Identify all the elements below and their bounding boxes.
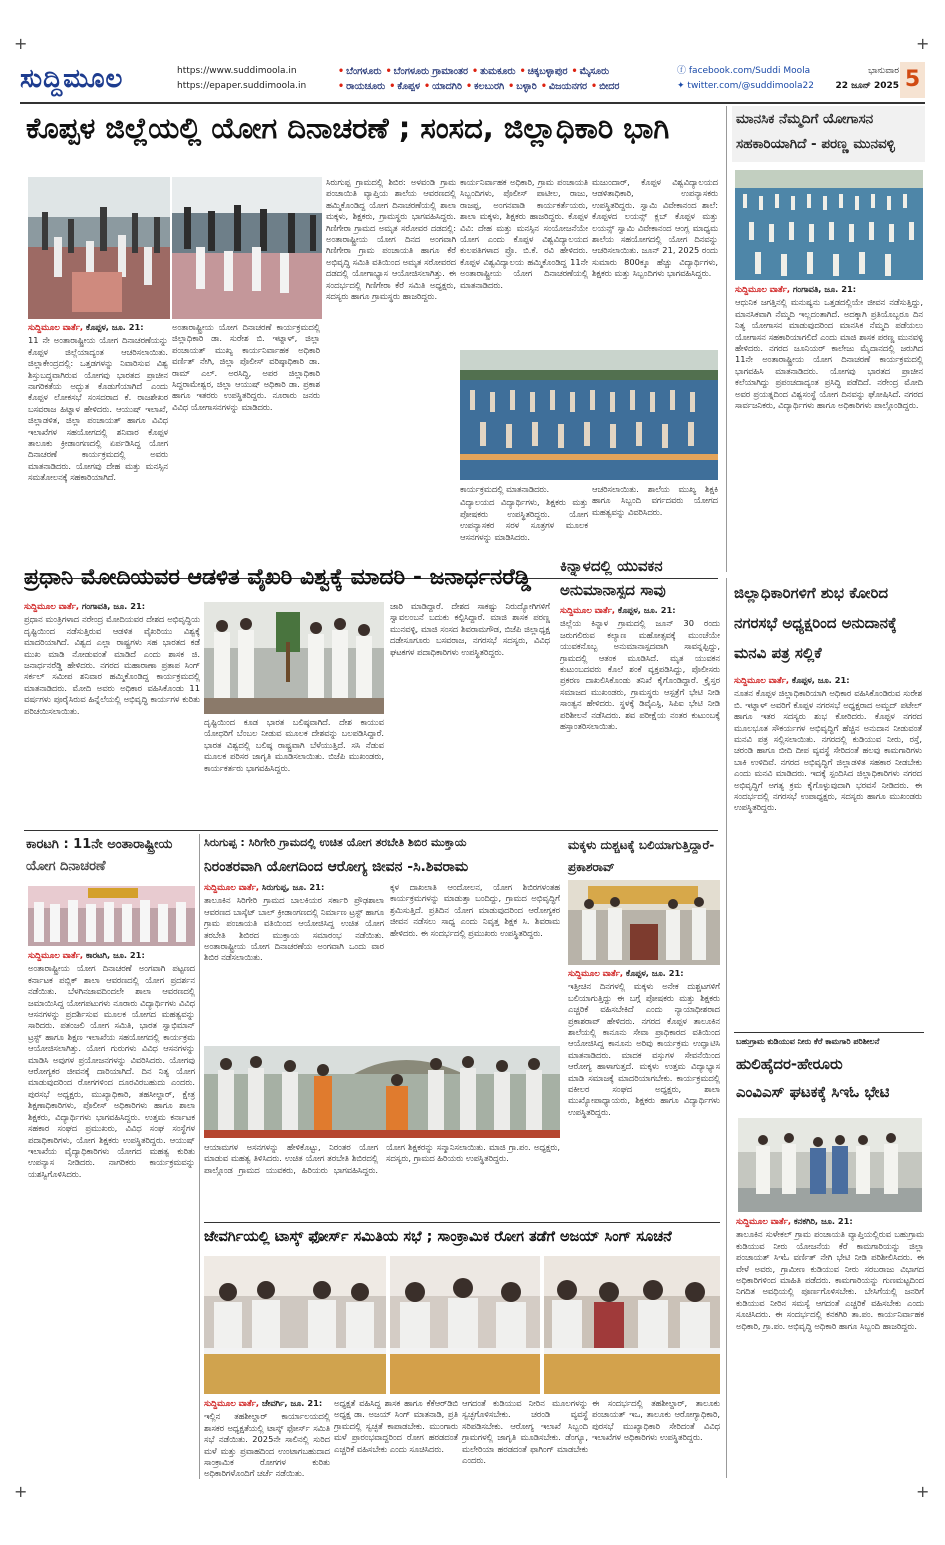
- lead-col2-text: ಅಂತಾರಾಷ್ಟ್ರೀಯ ಯೋಗ ದಿನಾಚರಣೆ ಕಾರ್ಯಕ್ರಮದಲ್ಲಿ ಜಿಲ್ಲಾಧಿಕಾರಿ ಡಾ. ಸುರೇಶ ಬಿ. ಇಟ್ನಾಳ್, ಜಿಲ್ಲಾ ಪಂಚಾಯತ್ ಮುಖ್ಯ ಕಾರ್ಯನಿರ್ವಾಹಕ ಅಧಿಕಾರಿ ವರ್ಣಿತ್ ನೇಗಿ, ಜಿಲ್ಲಾ ಪೊಲೀಸ್ ವರಿಷ್ಠಾಧಿಕಾರಿ ಡಾ. ರಾಮ್ ಎಲ್. ಅರಸಿದ್ಧಿ, ಅಪರ ಜಿಲ್ಲಾಧಿಕಾರಿ ಸಿದ್ದರಾಮೇಶ್ವರ, ಜಿಲ್ಲಾ ಆಯುಷ್ ಅಧಿಕಾರಿ ಡಾ. ಪ್ರಕಾಶ ಹಾಗೂ ಇತರರು ಉಪಸ್ಥಿತರಿದ್ದರು. ನೂರಾರು ಜನರು ವಿವಿಧ ಯೋಗಾಸನಗಳನ್ನು ಮಾಡಿದರು.: [172, 322, 320, 412]
- right-story-photo: [735, 170, 923, 280]
- right-story-body: [735, 284, 923, 574]
- crop-mark: +: [14, 34, 28, 53]
- sirugupp-col1-text: ತಾಲೂಕಿನ ಸಿರಿಗೇರಿ ಗ್ರಾಮದ ಬಾಲಕಿಯರ ಸರ್ಕಾರಿ ಪ್ರೌಢಶಾಲಾ ಆವರಣದ ಬಾಸ್ಕೆಟ್ ಬಾಲ್ ಕ್ರೀಡಾಂಗಣದಲ್ಲಿ ನಿರ್ಮಾಣ ಟ್ರಸ್ಟ್ ಹಾಗೂ ಗ್ರಾಮ ಪಂಚಾಯತಿ ವತಿಯಿಂದ ಆಯೋಜಿಸಿದ್ದ ಉಚಿತ ಯೋಗ ತರಬೇತಿ ಶಿಬಿರದ ಮುಕ್ತಾಯ ಸಮಾರಂಭ ನಡೆಯಿತು. ಅಂತಾರಾಷ್ಟ್ರೀಯ ಯೋಗ ದಿನಾಚರಣೆಯ ಅಂಗವಾಗಿ ಒಂದು ವಾರ ಶಿಬಿರ ನಡೆಸಲಾಯಿತು.: [204, 895, 384, 963]
- jewargi-column-2: [334, 1398, 458, 1480]
- masthead: [20, 62, 925, 102]
- lead-column-4: [460, 177, 588, 347]
- karatagi-headline-line2: ಯೋಗ ದಿನಾಚರಣೆ: [26, 859, 106, 874]
- issue-day: ಭಾನುವಾರ: [868, 66, 899, 76]
- hulihaidar-headline: [736, 1050, 924, 1106]
- jewargi-photo-2: [390, 1256, 540, 1394]
- jewargi-column-1: [204, 1398, 330, 1480]
- children-text: ಇತ್ತೀಚಿನ ದಿನಗಳಲ್ಲಿ ಮಕ್ಕಳು ಅನೇಕ ದುಶ್ಚಟಗಳಿಗೆ ಬಲಿಯಾಗುತ್ತಿದ್ದು ಈ ಬಗ್ಗೆ ಪೋಷಕರು ಮತ್ತು ಶಿಕ್ಷಕರು ಎಚ್ಚರಿಕೆ ವಹಿಸಬೇಕಿದೆ ಎಂದು ನ್ಯಾಯಾಧೀಶರಾದ ಪ್ರಕಾಶರಾವ್ ಹೇಳಿದರು. ನಗರದ ಕೊಪ್ಪಳ ತಾಲೂಕಿನ ಶಾಲೆಯಲ್ಲಿ ಕಾನೂನು ಸೇವಾ ಪ್ರಾಧಿಕಾರದ ವತಿಯಿಂದ ಆಯೋಜಿಸಿದ್ದ ಕಾನೂನು ಅರಿವು ಕಾರ್ಯಕ್ರಮ ಉದ್ಘಾಟಿಸಿ ಮಾತನಾಡಿದರು. ಮಾದಕ ವಸ್ತುಗಳ ಸೇವನೆಯಿಂದ ಆರೋಗ್ಯ ಹಾಳಾಗುತ್ತದೆ. ಮಕ್ಕಳು ಉತ್ತಮ ವಿದ್ಯಾಭ್ಯಾಸ ಮಾಡಿ ಸಮಾಜಕ್ಕೆ ಮಾದರಿಯಾಗಬೇಕು. ಕಾರ್ಯಕ್ರಮದಲ್ಲಿ ವಕೀಲರ ಸಂಘದ ಅಧ್ಯಕ್ಷರು, ಶಾಲಾ ಮುಖ್ಯೋಪಾಧ್ಯಾಯರು, ಶಿಕ್ಷಕರು ಹಾಗೂ ವಿದ್ಯಾರ್ಥಿಗಳು ಉಪಸ್ಥಿತರಿದ್ದರು.: [568, 981, 720, 1117]
- byline-source: ಸುದ್ದಿಮೂಲ ವಾರ್ತೆ,: [734, 675, 790, 685]
- byline-place: ಕಾರಟಗಿ, ಜೂ. 21:: [83, 950, 145, 960]
- pm-headline: ಪ್ರಧಾನಿ ಮೋದಿಯವರ ಆಡಳಿತ ವೈಖರಿ ವಿಶ್ವಕ್ಕೆ ಮಾದರಿ - ಜನಾರ್ಧನರೆಡ್ಡಿ: [24, 565, 532, 590]
- lead-photo-2: [172, 177, 322, 319]
- hulihaidar-text: ತಾಲೂಕಿನ ಸುಳೇಕಲ್ ಗ್ರಾಮ ಪಂಚಾಯತಿ ವ್ಯಾಪ್ತಿಯಲ್ಲಿರುವ ಬಹುಗ್ರಾಮ ಕುಡಿಯುವ ನೀರು ಯೋಜನೆಯ ಕೆರೆ ಕಾಮಗಾರಿಯನ್ನು ಜಿಲ್ಲಾ ಪಂಚಾಯತ್ ಸಿಇಓ ವರ್ಣಿತ್ ನೇಗಿ ಭೇಟಿ ನೀಡಿ ಪರಿಶೀಲಿಸಿದರು. ಈ ವೇಳೆ ಅವರು, ಗ್ರಾಮೀಣ ಕುಡಿಯುವ ನೀರು ಸರಬರಾಜು ವಿಭಾಗದ ಅಧಿಕಾರಿಗಳಿಂದ ಮಾಹಿತಿ ಪಡೆದರು. ಕಾಮಗಾರಿಯನ್ನು ಗುಣಮಟ್ಟದಿಂದ ನಿಗದಿತ ಅವಧಿಯಲ್ಲಿ ಪೂರ್ಣಗೊಳಿಸಬೇಕು. ಬೇಸಿಗೆಯಲ್ಲಿ ಜನರಿಗೆ ಕುಡಿಯುವ ನೀರಿನ ಸಮಸ್ಯೆ ಆಗದಂತೆ ಎಚ್ಚರಿಕೆ ವಹಿಸಬೇಕು ಎಂದು ಸೂಚಿಸಿದರು. ಈ ಸಂದರ್ಭದಲ್ಲಿ ಕನಕಗಿರಿ ತಾ.ಪಂ. ಕಾರ್ಯನಿರ್ವಾಹಕ ಅಧಿಕಾರಿ, ಗ್ರಾ.ಪಂ. ಅಭಿವೃದ್ಧಿ ಅಧಿಕಾರಿ ಹಾಗೂ ಸಿಬ್ಬಂದಿ ಹಾಜರಿದ್ದರು.: [736, 1229, 924, 1331]
- byline-source: ಸುದ್ದಿಮೂಲ ವಾರ್ತೆ,: [736, 1216, 792, 1226]
- hulihaidar-headline-line1: ಹುಲಿಹೈದರ-ಹೇರೂರು: [736, 1055, 843, 1073]
- section-rule: [204, 1222, 720, 1223]
- column-rule: [199, 834, 200, 1479]
- byline-place: ಗಂಗಾವತಿ, ಜೂ. 21:: [790, 284, 857, 294]
- hulihaidar-headline-line2: ಎಂವಿಎಸ್ ಘಟಕಕ್ಕೆ ಸಿಇಓ ಭೇಟಿ: [736, 1083, 890, 1101]
- facebook-icon: ⓕ: [677, 66, 687, 76]
- jewargi-headline: ಜೇವರ್ಗಿಯಲ್ಲಿ ಟಾಸ್ಕ್ ಫೋರ್ಸ್ ಸಮಿತಿಯ ಸಭೆ ; ಸಾಂಕ್ರಾಮಿಕ ರೋಗ ತಡೆಗೆ ಅಜಯ್ ಸಿಂಗ್ ಸೂಚನೆ: [204, 1229, 672, 1245]
- city-editions: [338, 64, 623, 94]
- lead-col6-text: ವಿದ್ಯಾಲಯದ ವಿದ್ಯಾರ್ಥಿಗಳು, ಶಿಕ್ಷಕರು ಮತ್ತು ಪೋಷಕರು ಉಪಸ್ಥಿತರಿದ್ದರು. ಯೋಗ ಉಪನ್ಯಾಸಕರ ಸರಳ ಸೂತ್ರಗಳ ಮೂಲಕ ಆಸನಗಳನ್ನು ಮಾಡಿಸಿದರು.: [460, 497, 588, 542]
- collector-text: ನೂತನ ಕೊಪ್ಪಳ ಜಿಲ್ಲಾಧಿಕಾರಿಯಾಗಿ ಅಧಿಕಾರ ವಹಿಸಿಕೊಂಡಿರುವ ಸುರೇಶ ಬಿ. ಇಟ್ನಾಳ್ ಅವರಿಗೆ ಕೊಪ್ಪಳ ನಗರಸಭೆ ಅಧ್ಯಕ್ಷರಾದ ಅಮ್ಜದ್ ಪಟೇಲ್ ಹಾಗೂ ಇತರ ಸದಸ್ಯರು ಶುಭ ಕೋರಿದರು. ಕೊಪ್ಪಳ ನಗರದ ಮೂಲಭೂತ ಸೌಕರ್ಯಗಳ ಅಭಿವೃದ್ಧಿಗೆ ಹೆಚ್ಚಿನ ಅನುದಾನ ನೀಡುವಂತೆ ಮನವಿ ಪತ್ರ ಸಲ್ಲಿಸಲಾಯಿತು. ನಗರದಲ್ಲಿ ಕುಡಿಯುವ ನೀರು, ರಸ್ತೆ, ಚರಂಡಿ ಹಾಗೂ ಬೀದಿ ದೀಪ ವ್ಯವಸ್ಥೆ ಸೇರಿದಂತೆ ಹಲವು ಕಾಮಗಾರಿಗಳು ಬಾಕಿ ಉಳಿದಿವೆ. ನಗರದ ಅಭಿವೃದ್ಧಿಗೆ ಜಿಲ್ಲಾಡಳಿತ ಸಹಕಾರ ನೀಡಬೇಕು ಎಂದು ಮನವಿ ಮಾಡಿದರು. ಇದಕ್ಕೆ ಸ್ಪಂದಿಸಿದ ಜಿಲ್ಲಾಧಿಕಾರಿಗಳು ನಗರದ ಅಭಿವೃದ್ಧಿಗೆ ಅಗತ್ಯ ಕ್ರಮ ಕೈಗೊಳ್ಳುವುದಾಗಿ ಭರವಸೆ ನೀಡಿದರು. ಈ ಸಂದರ್ಭದಲ್ಲಿ ನಗರಸಭೆ ಉಪಾಧ್ಯಕ್ಷರು, ಸದಸ್ಯರು ಹಾಗೂ ಮುಖಂಡರು ಉಪಸ್ಥಿತರಿದ್ದರು.: [734, 688, 922, 813]
- byline-source: ಸುದ್ದಿಮೂಲ ವಾರ್ತೆ,: [735, 284, 791, 294]
- website-link[interactable]: https://www.suddimoola.in: [177, 66, 297, 76]
- epaper-link[interactable]: https://epaper.suddimoola.in: [177, 81, 307, 91]
- section-rule: [734, 1032, 924, 1033]
- jewargi-column-4: [592, 1398, 720, 1480]
- pm-col3-text: ಜಾರಿ ಮಾಡಿದ್ದಾರೆ. ದೇಶದ ಸಾಕಷ್ಟು ನಿರುದ್ಯೋಗಿಗಳಿಗೆ ಸ್ವಾವಲಂಬನೆ ಬದುಕು ಕಲ್ಪಿಸಿದ್ದಾರೆ. ಮಾಜಿ ಶಾಸಕ ಪರಣ್ಣ ಮುನವಳ್ಳಿ, ಮಾಜಿ ಸಂಸದ ಶಿವರಾಮಗೌಡ, ಬಿಜೆಪಿ ಜಿಲ್ಲಾಧ್ಯಕ್ಷ ದಡೇಸೂಗೂರು ಬಸವರಾಜ, ನಗರಸಭೆ ಸದಸ್ಯರು, ವಿವಿಧ ಘಟಕಗಳ ಪದಾಧಿಕಾರಿಗಳು ಉಪಸ್ಥಿತರಿದ್ದರು.: [390, 601, 550, 657]
- karatagi-body: [28, 950, 195, 1480]
- facebook-link[interactable]: [677, 64, 814, 79]
- lead-column-3: [326, 177, 456, 572]
- byline-place: ಕನಕಗಿರಿ, ಜೂ. 21:: [791, 1216, 853, 1226]
- hulihaidar-photo: [738, 1118, 922, 1212]
- karatagi-text: ಅಂತಾರಾಷ್ಟ್ರೀಯ ಯೋಗ ದಿನಾಚರಣೆ ಅಂಗವಾಗಿ ಪಟ್ಟಣದ ಕರ್ನಾಟಕ ಪಬ್ಲಿಕ್ ಶಾಲಾ ಆವರಣದಲ್ಲಿ ಯೋಗ ಪ್ರದರ್ಶನ ನಡೆಯಿತು. ಬೆಳಗಿನಜಾವದಿಂದಲೇ ಶಾಲಾ ಆವರಣದಲ್ಲಿ ಜಮಾಯಿಸಿದ್ದ ಯೋಗಪಟುಗಳು ನೂರಾರು ವಿದ್ಯಾರ್ಥಿಗಳು ವಿವಿಧ ಆಸನಗಳನ್ನು ಪ್ರದರ್ಶಿಸುವ ಮೂಲಕ ಯೋಗದ ಮಹತ್ವವನ್ನು ಸಾರಿದರು. ಪತಂಜಲಿ ಯೋಗ ಸಮಿತಿ, ಭಾರತ ಸ್ವಾಭಿಮಾನ್ ಟ್ರಸ್ಟ್ ಹಾಗೂ ಶಿಕ್ಷಣ ಇಲಾಖೆಯ ಸಹಯೋಗದಲ್ಲಿ ಕಾರ್ಯಕ್ರಮ ಆಯೋಜಿಸಲಾಗಿತ್ತು. ಯೋಗ ಗುರುಗಳು ವಿವಿಧ ಆಸನಗಳನ್ನು ಮಾಡಿಸಿ ಅವುಗಳ ಪ್ರಯೋಜನಗಳನ್ನು ವಿವರಿಸಿದರು. ಯೋಗವು ಆರೋಗ್ಯಕರ ಜೀವನಕ್ಕೆ ದಾರಿಯಾಗಿದೆ. ದಿನ ನಿತ್ಯ ಯೋಗ ಮಾಡುವುದರಿಂದ ರೋಗಗಳಿಂದ ದೂರವಿರಬಹುದು ಎಂದರು. ಪುರಸಭೆ ಅಧ್ಯಕ್ಷರು, ಮುಖ್ಯಾಧಿಕಾರಿ, ತಹಸೀಲ್ದಾರ್, ಕ್ಷೇತ್ರ ಶಿಕ್ಷಣಾಧಿಕಾರಿಗಳು, ಪೊಲೀಸ್ ಅಧಿಕಾರಿಗಳು ಹಾಗೂ ಶಾಲಾ ಶಿಕ್ಷಕರು, ವಿದ್ಯಾರ್ಥಿಗಳು ಭಾಗವಹಿಸಿದ್ದರು. ಉತ್ತಮ ಕರ್ನಾಟಕ ಸಹಕಾರ ಸಂಘದ ಪ್ರಮುಖರು, ವಿವಿಧ ಸಂಘ ಸಂಸ್ಥೆಗಳ ಪದಾಧಿಕಾರಿಗಳು, ಯೋಗ ಶಿಕ್ಷಕರು ಉಪಸ್ಥಿತರಿದ್ದರು. ಆಯುಷ್ ಇಲಾಖೆಯ ವೈದ್ಯಾಧಿಕಾರಿಗಳು ಯೋಗದ ಮಹತ್ವ ಕುರಿತು ಉಪನ್ಯಾಸ ನೀಡಿದರು. ನಾಗರಿಕರು ಕಾರ್ಯಕ್ರಮವನ್ನು ಯಶಸ್ವಿಗೊಳಿಸಿದರು.: [28, 963, 195, 1179]
- masthead-rule: [20, 102, 925, 104]
- lead-column-5: [592, 177, 718, 347]
- karatagi-headline-line1: ಕಾರಟಗಿ : 11ನೇ ಅಂತಾರಾಷ್ಟ್ರೀಯ: [26, 837, 173, 852]
- crop-mark: +: [916, 1482, 930, 1501]
- city-edition-a-3[interactable]: • ಚಿಕ್ಕಬಳ್ಳಾಪುರ: [520, 66, 568, 77]
- collector-body: [734, 675, 922, 1030]
- pm-col1-text: ಪ್ರಧಾನ ಮಂತ್ರಿಗಳಾದ ನರೇಂದ್ರ ಮೋದಿಯವರ ದೇಶದ ಅಭಿವೃದ್ಧಿಯ ದೃಷ್ಟಿಯಿಂದ ನಡೆಸುತ್ತಿರುವ ಆಡಳಿತ ವೈಖರಿಯು ವಿಶ್ವಕ್ಕೆ ಮಾದರಿಯಾಗಿದೆ. ವಿಶ್ವದ ಎಲ್ಲಾ ರಾಷ್ಟ್ರಗಳು ಸಹ ಭಾರತದ ಕಡೆ ಮುಖ ಮಾಡಿ ನೋಡುವಂತೆ ಮಾಡಿದೆ ಎಂದು ಶಾಸಕ ಜಿ. ಜನಾರ್ಧನರೆಡ್ಡಿ ಹೇಳಿದರು. ನಗರದ ಮಹಾರಾಣಾ ಪ್ರತಾಪ ಸಿಂಗ್ ಸರ್ಕಲ್ ಸಮೀಪ ಶನಿವಾರ ಹಮ್ಮಿಕೊಂಡಿದ್ದ ಕಾರ್ಯಕ್ರಮದಲ್ಲಿ ಮಾತನಾಡಿದರು. ಮೋದಿ ಅವರು ಅಧಿಕಾರ ವಹಿಸಿಕೊಂಡು 11 ವರ್ಷಗಳು ಪೂರೈಸಿರುವ ಹಿನ್ನೆಲೆಯಲ್ಲಿ ಅಭಿವೃದ್ಧಿ ಕಾರ್ಯಗಳ ಕುರಿತು ಪರಿಚಯಿಸಲಾಯಿತು.: [24, 614, 200, 716]
- byline-source: ಸುದ್ದಿಮೂಲ ವಾರ್ತೆ,: [28, 322, 84, 332]
- byline-source: ಸುದ್ದಿಮೂಲ ವಾರ್ತೆ,: [204, 882, 260, 892]
- jewargi-col2-text: ಅಧ್ಯಕ್ಷತೆ ವಹಿಸಿದ್ದ ಶಾಸಕ ಹಾಗೂ ಕೆಕೆಆರ್‌ಡಿಬಿ ಅಧ್ಯಕ್ಷ ಡಾ. ಅಜಯ್ ಸಿಂಗ್ ಮಾತನಾಡಿ, ಪ್ರತಿ ಗ್ರಾಮದಲ್ಲಿ ಸ್ವಚ್ಛತೆ ಕಾಪಾಡಬೇಕು. ಮುಂಗಾರು ಮಳೆ ಪ್ರಾರಂಭವಾದ್ದರಿಂದ ರೋಗ ಹರಡದಂತೆ ಎಚ್ಚರಿಕೆ ವಹಿಸಬೇಕು ಎಂದು ಸೂಚಿಸಿದರು.: [334, 1398, 458, 1454]
- pm-column-2: [204, 717, 384, 827]
- sirugupp-column-1: [204, 882, 384, 1042]
- karatagi-headline: [26, 834, 196, 878]
- byline-place: ಗಂಗಾವತಿ, ಜೂ. 21:: [79, 601, 146, 611]
- city-edition-a-4[interactable]: • ಮೈಸೂರು: [572, 66, 610, 77]
- right-story-text: ಆಧುನಿಕ ಜಗತ್ತಿನಲ್ಲಿ ಮನುಷ್ಯನು ಒತ್ತಡದಲ್ಲಿಯೇ ಜೀವನ ನಡೆಸುತ್ತಿದ್ದು, ಮಾನಸಿಕವಾಗಿ ನೆಮ್ಮದಿ ಇಲ್ಲದಂತಾಗಿದೆ. ಅದಕ್ಕಾಗಿ ಪ್ರತಿಯೊಬ್ಬರೂ ದಿನ ನಿತ್ಯ ಯೋಗಾಸನ ಮಾಡುವುದರಿಂದ ಮಾನಸಿಕ ನೆಮ್ಮದಿ ಪಡೆಯಲು ಯೋಗಾಸನ ಸಹಕಾರಿಯಾಗಲಿದೆ ಎಂದು ಮಾಜಿ ಶಾಸಕ ಪರಣ್ಣ ಮುನವಳ್ಳಿ ಹೇಳಿದರು. ನಗರದ ಜೂನಿಯರ್ ಕಾಲೇಜು ಮೈದಾನದಲ್ಲಿ ಜರುಗಿದ 11ನೇ ಅಂತಾರಾಷ್ಟ್ರೀಯ ಯೋಗ ದಿನಾಚರಣೆ ಕಾರ್ಯಕ್ರಮದಲ್ಲಿ ಭಾಗವಹಿಸಿ ಮಾತನಾಡಿದರು. ಯೋಗವು ಭಾರತದ ಪ್ರಾಚೀನ ಕಲೆಯಾಗಿದ್ದು ಪ್ರಪಂಚದಾದ್ಯಂತ ಪ್ರಸಿದ್ಧಿ ಪಡೆದಿದೆ. ನರೇಂದ್ರ ಮೋದಿ ಅವರ ಪ್ರಯತ್ನದಿಂದ ವಿಶ್ವಸಂಸ್ಥೆ ಯೋಗ ದಿನವನ್ನು ಘೋಷಿಸಿದೆ. ನಗರದ ಸಾರ್ವಜನಿಕರು, ವಿದ್ಯಾರ್ಥಿಗಳು ಹಾಗೂ ಅಧಿಕಾರಿಗಳು ಪಾಲ್ಗೊಂಡಿದ್ದರು.: [735, 297, 923, 411]
- lead-col1-text: 11 ನೇ ಅಂತಾರಾಷ್ಟ್ರೀಯ ಯೋಗ ದಿನಾಚರಣೆಯನ್ನು ಕೊಪ್ಪಳ ಜಿಲ್ಲೆಯಾದ್ಯಂತ ಆಚರಿಸಲಾಯಿತು. ಜಿಲ್ಲಾಕೇಂದ್ರದಲ್ಲಿ: ಒತ್ತಡಗಳನ್ನು ನಿವಾರಿಸುವ ವಿಶ್ವ ಶಿಸ್ತುಬದ್ಧವಾಗಿರುವ ಯೋಗವು ಭಾರತದ ಪ್ರಾಚೀನ ನಾಗರಿಕತೆಯ ಅದ್ಭುತ ಕೊಡುಗೆಯಾಗಿದೆ ಎಂದು ಕೊಪ್ಪಳ ಲೋಕಸಭೆ ಸಂಸದರಾದ ಕೆ. ರಾಜಶೇಖರ ಬಸವರಾಜ ಹಿಟ್ನಾಳ ಹೇಳಿದರು. ಆಯುಷ್ ಇಲಾಖೆ, ಜಿಲ್ಲಾಡಳಿತ, ಜಿಲ್ಲಾ ಪಂಚಾಯತ್ ಹಾಗೂ ವಿವಿಧ ಇಲಾಖೆಗಳ ಸಹಯೋಗದಲ್ಲಿ ಶನಿವಾರ ಕೊಪ್ಪಳ ತಾಲೂಕು ಕ್ರೀಡಾಂಗಣದಲ್ಲಿ ಏರ್ಪಡಿಸಿದ್ದ ಯೋಗ ದಿನಾಚರಣೆ ಕಾರ್ಯಕ್ರಮದಲ್ಲಿ ಅವರು ಮಾತನಾಡಿದರು. ಯೋಗವು ದೇಹ ಮತ್ತು ಮನಸ್ಸಿನ ಸಮತೋಲನಕ್ಕೆ ಸಹಕಾರಿಯಾಗಿದೆ.: [28, 335, 168, 483]
- collector-headline: ಜಿಲ್ಲಾಧಿಕಾರಿಗಳಿಗೆ ಶುಭ ಕೋರಿದ ನಗರಸಭೆ ಅಧ್ಯಕ್ಷರಿಂದ ಅನುದಾನಕ್ಕೆ ಮನವಿ ಪತ್ರ ಸಲ್ಲಿಕೆ: [734, 584, 897, 662]
- byline-source: ಸುದ್ದಿಮೂಲ ವಾರ್ತೆ,: [204, 1398, 260, 1408]
- kinnal-body: [560, 605, 720, 827]
- jewargi-col1-text: ಇಲ್ಲಿನ ತಹಶೀಲ್ದಾರ್ ಕಾರ್ಯಾಲಯದಲ್ಲಿ ಶಾಸಕರ ಅಧ್ಯಕ್ಷತೆಯಲ್ಲಿ ಟಾಸ್ಕ್ ಫೋರ್ಸ್ ಸಮಿತಿ ಸಭೆ ನಡೆಯಿತು. 2025ನೇ ಸಾಲಿನಲ್ಲಿ ಸುರಿದ ಮಳೆ ಮತ್ತು ಪ್ರವಾಹದಿಂದ ಉಂಟಾಗಬಹುದಾದ ಸಾಂಕ್ರಾಮಿಕ ರೋಗಗಳ ಕುರಿತು ಅಧಿಕಾರಿಗಳೊಂದಿಗೆ ಚರ್ಚೆ ನಡೆಯಿತು.: [204, 1411, 330, 1479]
- sirugupp-headline: ನಿರಂತರವಾಗಿ ಯೋಗದಿಂದ ಆರೋಗ್ಯ ಜೀವನ -ಸಿ.ಶಿವರಾಮ: [204, 859, 469, 875]
- kinnal-text: ಜಿಲ್ಲೆಯ ಕಿನ್ನಾಳ ಗ್ರಾಮದಲ್ಲಿ ಜೂನ್ 30 ರಂದು ಜರುಗಲಿರುವ ಕಲ್ಯಾಣ ಮಹೋತ್ಸವಕ್ಕೆ ಮುಂಚೆಯೇ ಯುವಕನೊಬ್ಬ ಅನುಮಾನಾಸ್ಪದವಾಗಿ ಸಾವನ್ನಪ್ಪಿದ್ದು, ಗ್ರಾಮದಲ್ಲಿ ಆತಂಕ ಮೂಡಿಸಿದೆ. ಮೃತ ಯುವಕನ ಕುಟುಂಬದವರು ಕೊಲೆ ಶಂಕೆ ವ್ಯಕ್ತಪಡಿಸಿದ್ದು, ಪೊಲೀಸರು ಪ್ರಕರಣ ದಾಖಲಿಸಿಕೊಂಡು ತನಿಖೆ ಕೈಗೊಂಡಿದ್ದಾರೆ. ಕ್ರೈಸ್ತರ ಸಮಾಜದ ಮುಖಂಡರು, ಗ್ರಾಮಸ್ಥರು ಆಸ್ಪತ್ರೆಗೆ ಭೇಟಿ ನೀಡಿ ಸಾಂತ್ವನ ಹೇಳಿದರು. ಸ್ಥಳಕ್ಕೆ ಡಿವೈಎಸ್ಪಿ, ಸಿಪಿಐ ಭೇಟಿ ನೀಡಿ ಪರಿಶೀಲನೆ ನಡೆಸಿದರು. ಶವ ಪರೀಕ್ಷೆಯ ನಂತರ ಕುಟುಂಬಕ್ಕೆ ಹಸ್ತಾಂತರಿಸಲಾಯಿತು.: [560, 618, 720, 732]
- crop-mark: +: [916, 34, 930, 53]
- column-rule: [726, 106, 727, 572]
- issue-date: [835, 64, 899, 94]
- jewargi-column-3: [462, 1398, 588, 1480]
- byline-place: ಸಿರುಗುಪ್ಪ, ಜೂ. 21:: [259, 882, 325, 892]
- city-edition-a-0[interactable]: • ಬೆಂಗಳೂರು: [338, 66, 382, 77]
- pm-col2-text: ದೃಷ್ಟಿಯಿಂದ ಕೂಡ ಭಾರತ ಬಲಿಷ್ಠವಾಗಿದೆ. ದೇಶ ಕಾಯುವ ಯೋಧರಿಗೆ ಬೆಂಬಲ ನೀಡುವ ಮೂಲಕ ದೇಶವನ್ನು ಬಲಪಡಿಸಿದ್ದಾರೆ. ಭಾರತ ವಿಶ್ವದಲ್ಲಿ ಬಲಿಷ್ಠ ರಾಷ್ಟ್ರವಾಗಿ ಬೆಳೆಯುತ್ತಿದೆ. ಸಸಿ ನೆಡುವ ಮೂಲಕ ಪರಿಸರ ಜಾಗೃತಿ ಮೂಡಿಸಲಾಯಿತು. ಬಿಜೆಪಿ ಮುಖಂಡರು, ಕಾರ್ಯಕರ್ತರು ಭಾಗವಹಿಸಿದ್ದರು.: [204, 717, 384, 773]
- city-edition-a-2[interactable]: • ತುಮಕೂರು: [472, 66, 516, 77]
- children-headline: ಮಕ್ಕಳು ದುಶ್ಚಟಕ್ಕೆ ಬಲಿಯಾಗುತ್ತಿದ್ದಾರೆ-ಪ್ರಕಾಶರಾವ್: [568, 838, 715, 874]
- byline-source: ಸುದ್ದಿಮೂಲ ವಾರ್ತೆ,: [28, 950, 84, 960]
- byline-source: ಸುದ್ದಿಮೂಲ ವಾರ್ತೆ,: [24, 601, 80, 611]
- lead-col3-text: ಸಿರುಗುಪ್ಪ ಗ್ರಾಮದಲ್ಲಿ ಶಿಬಿರ: ಅಳವಂಡಿ ಗ್ರಾಮ ಪಂಚಾಯಿತಿ ವ್ಯಾಪ್ತಿಯ ಶಾಲೆಯ ಆವರಣದಲ್ಲಿ ಹಮ್ಮಿಕೊಂಡಿದ್ದ ಯೋಗ ದಿನಾಚರಣೆಯಲ್ಲಿ ಶಾಲಾ ಮಕ್ಕಳು, ಶಿಕ್ಷಕರು, ಗ್ರಾಮಸ್ಥರು ಭಾಗವಹಿಸಿದ್ದರು. ಗಿಣಿಗೇರಾ ಗ್ರಾಮದ ಅಮೃತ ಸರೋವರ ದಡದಲ್ಲಿ: ಅಂತಾರಾಷ್ಟ್ರೀಯ ಯೋಗ ದಿನದ ಅಂಗವಾಗಿ ಗಿಣಿಗೇರಾ ಗ್ರಾಮ ಪಂಚಾಯತಿ ಹಾಗೂ ಕೆರೆ ಅಭಿವೃದ್ಧಿ ಸಮಿತಿ ವತಿಯಿಂದ ಅಮೃತ ಸರೋವರದ ದಡದಲ್ಲಿ ಯೋಗಾಭ್ಯಾಸ ಆಯೋಜಿಸಲಾಗಿತ್ತು. ಈ ಸಂದರ್ಭದಲ್ಲಿ ಗಿಣಿಗೇರಾ ಕೆರೆ ಸಮಿತಿ ಅಧ್ಯಕ್ಷರು, ಸದಸ್ಯರು ಹಾಗೂ ಗ್ರಾಮಸ್ಥರು ಹಾಜರಿದ್ದರು.: [326, 177, 456, 302]
- pm-column-3: [390, 601, 550, 827]
- page-number: 5: [900, 62, 925, 98]
- lead-col5-text: ಮಜುಂದಾರ್, ಕೊಪ್ಪಳ ವಿಶ್ವವಿದ್ಯಾಲಯದ ಆಡಳಿತಾಧಿಕಾರಿ, ಉಪನ್ಯಾಸಕರು ಉಪಸ್ಥಿತರಿದ್ದರು. ಸ್ವಾಮಿ ವಿವೇಕಾನಂದ ಶಾಲೆ: ಕೊಪ್ಪಳದ ಲಯನ್ಸ್ ಕ್ಲಬ್ ಕೊಪ್ಪಳ ಮತ್ತು ಲಯನ್ಸ್ ಸ್ವಾಮಿ ವಿವೇಕಾನಂದ ಆಂಗ್ಲ ಮಾಧ್ಯಮ ಶಾಲೆಯ ಸಹಯೋಗದಲ್ಲಿ ಯೋಗ ದಿನವನ್ನು ಆಚರಿಸಲಾಯಿತು. ಜೂನ್ 21, 2025 ರಂದು ಸುಮಾರು 800ಕ್ಕೂ ಹೆಚ್ಚು ವಿದ್ಯಾರ್ಥಿಗಳು, ಶಿಕ್ಷಕರು ಮತ್ತು ಸಿಬ್ಬಂದಿಗಳು ಭಾಗವಹಿಸಿದ್ದರು.: [592, 177, 718, 279]
- lead-col4-text: ಕಾರ್ಯನಿರ್ವಾಹಕ ಅಧಿಕಾರಿ, ಗ್ರಾಮ ಪಂಚಾಯತಿ ಸಿಬ್ಬಂದಿಗಳು, ಪೊಲೀಸ್ ಪಾಟೀಲ, ರಾಜು, ರಾಜಪ್ಪ, ಅಂಗನವಾಡಿ ಕಾರ್ಯಕರ್ತೆಯರು, ಶಾಲಾ ಮಕ್ಕಳು, ಶಿಕ್ಷಕರು ಹಾಜರಿದ್ದರು. ಕೊಪ್ಪಳ ವಿವಿ: ದೇಹ ಮತ್ತು ಮನಸ್ಸಿನ ಸಂಯೋಜನೆಯೇ ಯೋಗ ಎಂದು ಕೊಪ್ಪಳ ವಿಶ್ವವಿದ್ಯಾಲಯದ ಕುಲಪತಿಗಳಾದ ಪ್ರೊ. ಬಿ.ಕೆ. ರವಿ ಹೇಳಿದರು. ಕೊಪ್ಪಳ ವಿಶ್ವವಿದ್ಯಾಲಯ ಹಮ್ಮಿಕೊಂಡಿದ್ದ 11ನೇ ಅಂತಾರಾಷ್ಟ್ರೀಯ ಯೋಗ ದಿನಾಚರಣೆಯಲ್ಲಿ ಮಾತನಾಡಿದರು.: [460, 177, 588, 290]
- byline-place: ಜೇವರ್ಗಿ, ಜೂ. 21:: [259, 1398, 323, 1408]
- city-edition-b-5[interactable]: • ವಿಜಯನಗರ: [541, 81, 587, 92]
- byline-place: ಕೊಪ್ಪಳ, ಜೂ. 21:: [623, 968, 684, 978]
- jewargi-photo-3: [544, 1256, 720, 1394]
- lead-headline: ಕೊಪ್ಪಳ ಜಿಲ್ಲೆಯಲ್ಲಿ ಯೋಗ ದಿನಾಚರಣೆ ; ಸಂಸದ, ಜಿಲ್ಲಾಧಿಕಾರಿ ಭಾಗಿ: [26, 111, 670, 145]
- city-edition-b-0[interactable]: • ರಾಯಚೂರು: [338, 81, 385, 92]
- byline-place: ಕೊಪ್ಪಳ, ಜೂ. 21:: [789, 675, 850, 685]
- jewargi-col4-text: ಈ ಸಂದರ್ಭದಲ್ಲಿ ತಹಶೀಲ್ದಾರ್, ತಾಲೂಕು ಪಂಚಾಯತ್ ಇಒ, ತಾಲೂಕು ಆರೋಗ್ಯಾಧಿಕಾರಿ, ಪುರಸಭೆ ಮುಖ್ಯಾಧಿಕಾರಿ ಸೇರಿದಂತೆ ವಿವಿಧ ಇಲಾಖೆಗಳ ಅಧಿಕಾರಿಗಳು ಉಪಸ್ಥಿತರಿದ್ದರು.: [592, 1398, 720, 1443]
- twitter-handle: twitter.com/@suddimoola22: [687, 81, 814, 91]
- children-body: [568, 968, 720, 1220]
- newspaper-logo: ಸುದ್ದಿಮೂಲ: [20, 64, 124, 94]
- hulihaidar-kicker: ಬಹುಗ್ರಾಮ ಕುಡಿಯುವ ನೀರು ಕೆರೆ ಕಾಮಗಾರಿ ಪರಿಶೀಲನೆ: [736, 1037, 880, 1046]
- kinnal-headline: ಕಿನ್ನಾಳದಲ್ಲಿ ಯುವಕನ ಅನುಮಾನಾಸ್ಪದ ಸಾವು: [560, 557, 666, 599]
- social-links: [677, 64, 814, 94]
- children-photo: [568, 880, 720, 965]
- twitter-link[interactable]: [677, 79, 814, 94]
- issue-date-text: 22 ಜೂನ್ 2025: [835, 81, 899, 91]
- jewargi-photo-1: [204, 1256, 386, 1394]
- city-edition-b-3[interactable]: • ಕಲಬುರಗಿ: [466, 81, 504, 92]
- facebook-handle: facebook.com/Suddi Moola: [688, 66, 811, 76]
- lead-photo-1: [28, 177, 170, 319]
- sirugupp-caption: [204, 1142, 560, 1220]
- right-story-headline: ಮಾನಸಿಕ ನೆಮ್ಮದಿಗೆ ಯೋಗಾಸನ ಸಹಕಾರಿಯಾಗಿದೆ - ಪರಣ್ಣ ಮುನವಳ್ಳಿ: [736, 111, 895, 152]
- byline-place: ಕೊಪ್ಪಳ, ಜೂ. 21:: [83, 322, 144, 332]
- sirugupp-col2-text: ಕ್ಕಳ ದಾಖಲಾತಿ ಆಂದೋಲನ, ಯೋಗ ಶಿಬಿರಗಳಂತಹ ಕಾರ್ಯಕ್ರಮಗಳನ್ನು ಮಾಡುತ್ತಾ ಬಂದಿದ್ದು, ಗ್ರಾಮದ ಅಭಿವೃದ್ಧಿಗೆ ಶ್ರಮಿಸುತ್ತಿದೆ. ಪ್ರತಿದಿನ ಯೋಗ ಮಾಡುವುದರಿಂದ ಆರೋಗ್ಯಕರ ಜೀವನ ನಡೆಸಲು ಸಾಧ್ಯ ಎಂದು ನಿವೃತ್ತ ಶಿಕ್ಷಕ ಸಿ. ಶಿವರಾಮ ಹೇಳಿದರು. ಈ ಸಂದರ್ಭದಲ್ಲಿ ಪ್ರಮುಖರು ಉಪಸ್ಥಿತರಿದ್ದರು.: [390, 882, 560, 938]
- karatagi-photo: [28, 886, 195, 946]
- byline-place: ಕೊಪ್ಪಳ, ಜೂ. 21:: [615, 605, 676, 615]
- city-edition-b-6[interactable]: • ಬೀದರ: [591, 81, 619, 92]
- lead-column-1: [28, 322, 168, 572]
- lead-photo-3: [460, 350, 718, 480]
- pm-photo: [204, 602, 384, 714]
- pm-column-1: [24, 601, 200, 827]
- city-edition-b-1[interactable]: • ಕೊಪ್ಪಳ: [389, 81, 420, 92]
- lead-col7-text: ಆಚರಿಸಲಾಯಿತು. ಶಾಲೆಯ ಮುಖ್ಯ ಶಿಕ್ಷಕಿ ಹಾಗೂ ಸಿಬ್ಬಂದಿ ವರ್ಗದವರು ಯೋಗದ ಮಹತ್ವವನ್ನು ವಿವರಿಸಿದರು.: [592, 484, 718, 517]
- city-edition-b-2[interactable]: • ಯಾದಗಿರಿ: [424, 81, 462, 92]
- sirugupp-kicker: ಸಿರುಗುಪ್ಪ : ಸಿರಿಗೇರಿ ಗ್ರಾಮದಲ್ಲಿ ಉಚಿತ ಯೋಗ ತರಬೇತಿ ಶಿಬಿರ ಮುಕ್ತಾಯ: [204, 836, 467, 849]
- lead-caption: ಕಾರ್ಯಕ್ರಮದಲ್ಲಿ ಮಾತನಾಡಿದರು.: [460, 484, 550, 494]
- jewargi-col3-text: ಆಗದಂತೆ ಕುಡಿಯುವ ನೀರಿನ ಮೂಲಗಳನ್ನು ಸ್ವಚ್ಛಗೊಳಿಸಬೇಕು. ಚರಂಡಿ ವ್ಯವಸ್ಥೆ ಸರಿಪಡಿಸಬೇಕು. ಆರೋಗ್ಯ ಇಲಾಖೆ ಸಿಬ್ಬಂದಿ ಗ್ರಾಮಗಳಲ್ಲಿ ಜಾಗೃತಿ ಮೂಡಿಸಬೇಕು. ಡೆಂಗ್ಯೂ, ಮಲೇರಿಯಾ ಹರಡದಂತೆ ಫಾಗಿಂಗ್ ಮಾಡಬೇಕು ಎಂದರು.: [462, 1398, 588, 1466]
- hulihaidar-body: [736, 1216, 924, 1478]
- sirugupp-column-2: [390, 882, 560, 1042]
- crop-mark: +: [14, 1482, 28, 1501]
- byline-source: ಸುದ್ದಿಮೂಲ ವಾರ್ತೆ,: [560, 605, 616, 615]
- section-rule: [24, 830, 718, 831]
- city-edition-a-1[interactable]: • ಬೆಂಗಳೂರು ಗ್ರಾಮಾಂತರ: [386, 66, 468, 77]
- byline-source: ಸುದ್ದಿಮೂಲ ವಾರ್ತೆ,: [568, 968, 624, 978]
- twitter-icon: ✦: [677, 81, 685, 91]
- city-edition-b-4[interactable]: • ಬಳ್ಳಾರಿ: [508, 81, 537, 92]
- website-links: [177, 64, 306, 94]
- sirugupp-photo: [204, 1046, 560, 1138]
- lead-column-2: [172, 322, 320, 572]
- sirugupp-caption-text: ಆಯಾಮಗಳ ಅಸನಗಳನ್ನು ಹೇಳಿಕೊಟ್ಟು, ನಿರಂತರ ಯೋಗ ಮಾಡುವ ಮಹತ್ವ ತಿಳಿಸಿದರು. ಉಚಿತ ಯೋಗ ತರಬೇತಿ ಶಿಬಿರದಲ್ಲಿ ಪಾಲ್ಗೊಂಡ ಗ್ರಾಮದ ಯುವಕರು, ಹಿರಿಯರು ಭಾಗವಹಿಸಿದ್ದರು. ಯೋಗ ಶಿಕ್ಷಕರನ್ನು ಸನ್ಮಾನಿಸಲಾಯಿತು. ಮಾಜಿ ಗ್ರಾ.ಪಂ. ಅಧ್ಯಕ್ಷರು, ಸದಸ್ಯರು, ಗ್ರಾಮದ ಹಿರಿಯರು ಉಪಸ್ಥಿತರಿದ್ದರು.: [204, 1142, 560, 1175]
- column-rule: [726, 578, 727, 1478]
